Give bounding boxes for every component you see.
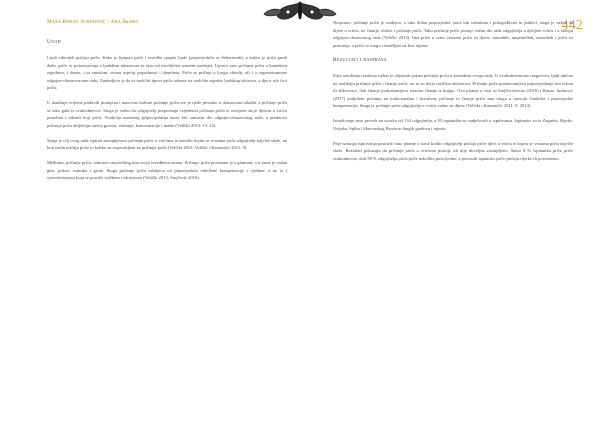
section-heading-rezultati: Rezultati i rasprava [333, 56, 387, 63]
page-number: 442 [561, 18, 583, 33]
right-column [333, 19, 573, 170]
paragraph: Nesporno, pričanje priča je sredstvo, a tako dobar pripovjedač mora biti talentiran i prilagođavati se publici, stoga je važno da dijete u vrtiću, uz čitanje, doživi i pričanje priča. Tako pričanje priča postaje važan dio rada odgojitelja u dječjem vrtiću i u sklopu odgojno-obrazovnog rada (Velički 2013). Ima priča u svim vrstama priča za djecu: narodnih, umjetničkih, autorskih i priča za poticanje, a priče se mogu i izmišljati na licu mjesta. [333, 20, 573, 48]
paragraph: Prije iznošenja rezultata važno je objasniti pojam pričanja priča u kontekstu ovoga rada. U svakodnevnome razgovoru, ljudi obično ne razlikuju pričanje priča i čitanje priča, no to su dvije različite aktivnosti. Pričanje priča podrazumijeva pripovijedanje bez teksta ili slikovnice, dok čitanje podrazumijeva izravno čitanje iz knjige. Ovo pitanje u vezi sa Stojčevićevom (2016) i Rimac Jurinović (2017) podjelom pričanja na tradicionalno i kreativno pričanje te čitanje priča ima ulogu u razvoju čitalačke i pripovjedne kompetencije. Stoga je pričanje priča odgojitelja u vrtiću važno za dijete (Velički i Katarinčić 2011: 9, 2013). [333, 73, 573, 108]
paragraph: Međutim, pričanje priča, odnosno storytelling ima svoju izvedbenu stranu. Pričanje priča povezano je s glumom, a u tome je važan glas, pokret, mimika i geste. Stoga pričanje priča zahtijeva od pripovjedača određene kompetencije i vještine, a uz to i vjerodostojnost koja se postiže vježbom i iskustvom (Velički 2013; Stojčević 2016). [47, 160, 287, 180]
paragraph: Ljudi oduvijek pričaju priče. Kako je lijepota priče i izvedbe spajala ljude (pripovjedaču se Šeherezadi), a kakva je priča gradi dušu, priče se poistovjećuju s ljudskim iskustvom (u nizu od tisućljećne usmene predaje). Upravo zato pričanje priča u kontekstu zajednice, i danas, i sa smislom, stvara osjećaj pripadnosti i identiteta. Priče se pričaju u kruga obitelji, ali i u organiziranome odgojno-obrazovnome radu. Zanimljivo je da se različiti tipovi priča odnose na različite aspekte ljudskog iskustva, a djeca uče čuti priču. [47, 55, 287, 90]
left-column [47, 19, 287, 189]
paragraph: U današnje vrijeme prebrzih promjena i masovne kulture pričanje priča sve je rjeđe prisutno u domovima mladih, a pričanje priča se tako gubi iz svakodnevice. Stoga je važno da odgojitelji prepoznaju vrijednost pričanja priča te osvijeste da je djetetu u vrtiću potreban i odrasli koji priča. Tradicija usmenog pripovijedanja mora biti sastavni dio odgojno-obrazovnog rada, a prednosti pričanja priča uključuju razvoj govora, slušanja, koncentracije i mašte (Velički 2013: 13–14). [47, 100, 287, 128]
paragraph: Prije samoga ispitivanja postavili smo pitanje o tome koliko odgojitelji pričaju priče djeci u vrtiću te kojim se vrstama priča najviše služe. Rezultati pokazuju da pričanje priča u vrtićima postoji, ali nije dovoljno zastupljeno. Samo 8 % ispitanika priča priče svakodnevno, dok 58 % odgojitelja priča priče nekoliko puta tjedno, a preostali ispitanici priče pričaju rijetko ili povremeno. [333, 140, 573, 161]
running-head: Maša Rimac Jurinović / Ana Škaro [47, 20, 139, 25]
section-heading-uvod: Uvod [47, 38, 62, 45]
paragraph: Stoga je cilj ovog rada ispitati zastupljenost pričanja priča u vrtićima te utvrditi kojim se vrstama priča odgojitelji najviše služe, na koji način pričaju priče te koliko su osposobljeni za pričanje priča (Velički 2013; Velički i Katarinčić 2011: 9). [47, 137, 287, 150]
paragraph: Istraživanje smo proveli na uzorku od 134 odgojitelja, a 95 ispitanika su sudjelovali u ispitivanju. Ispitanici su iz Zagreba, Rijeke, Osijeka, Splita i Slavonskog Broda te drugih gradova i mjesta. [333, 118, 573, 131]
